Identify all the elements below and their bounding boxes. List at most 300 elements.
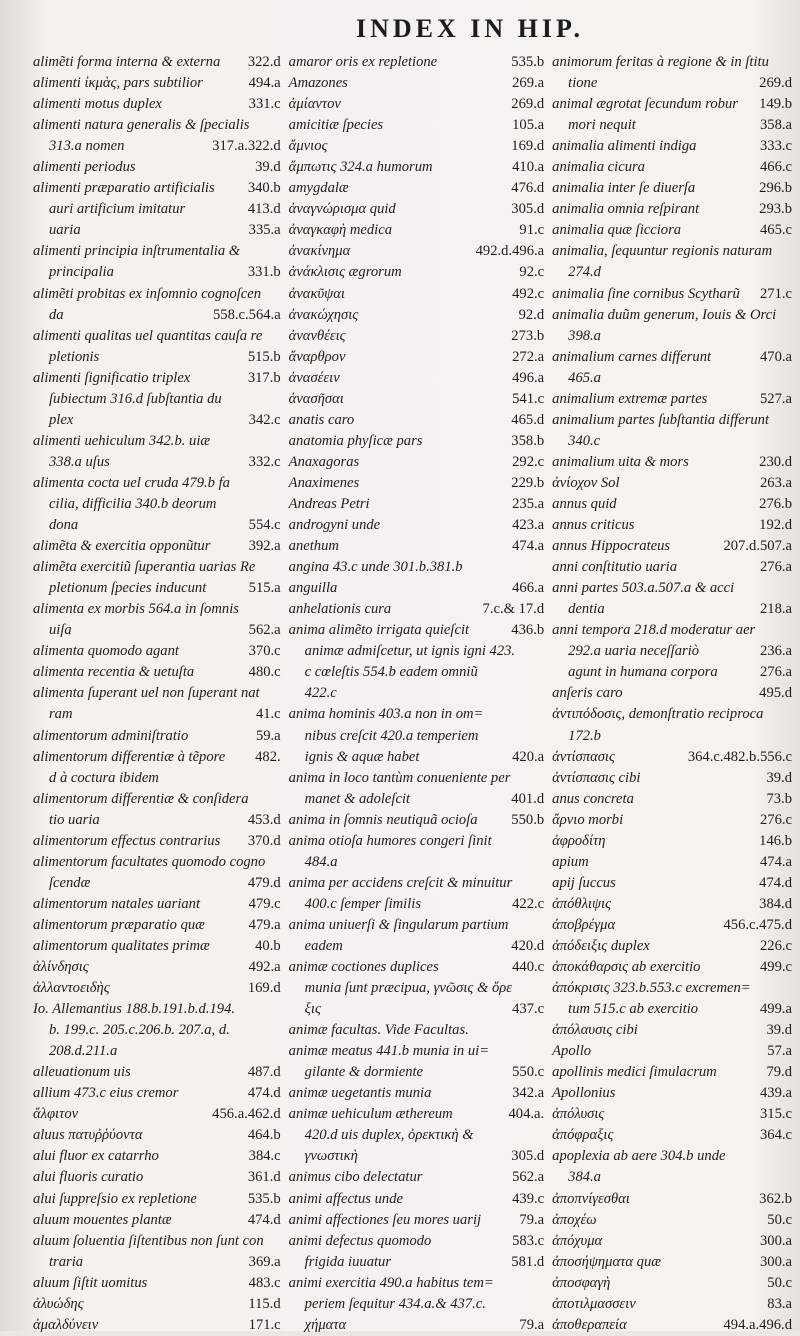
index-entry [33, 789, 281, 810]
index-entry-term: alimentorum qualitates primæ [33, 937, 210, 954]
index-entry [289, 73, 544, 94]
index-entry-term: alimenti ἰκμὰς, pars subtilior [33, 75, 203, 92]
index-entry-page-ref: 562.a [512, 1169, 545, 1186]
index-entry-term: ἄμπωτις 324.a humorum [288, 159, 433, 176]
index-entry-page-ref: 92.c [519, 264, 545, 281]
index-entry-term: traria [49, 1253, 84, 1270]
index-entry-term: anima alimẽto irrigata quieſcit [288, 622, 470, 639]
index-entry [552, 284, 792, 305]
index-entry-page-ref: 317.b [247, 369, 281, 386]
index-entry-term: cilia, difficilia 340.b deorum [49, 495, 217, 512]
index-entry [289, 557, 544, 578]
index-entry-page-ref: 269.d [511, 96, 545, 113]
index-entry-term: 384.a [568, 1169, 601, 1186]
index-entry-term: animalium carnes differunt [552, 348, 712, 365]
index-entry-term: ἀπόλαυσις cibi [552, 1022, 638, 1039]
index-entry-term: uaria [49, 222, 81, 239]
index-entry [289, 368, 544, 389]
index-entry-page-ref: 146.b [759, 832, 792, 849]
index-entry [33, 262, 281, 283]
index-entry-term: ἀποσφαγὴ [552, 1274, 611, 1291]
index-entry-term: anſeris caro [552, 685, 623, 702]
index-entry-page-ref: 465.c [759, 222, 792, 239]
index-entry-page-ref: 269.a [512, 75, 545, 92]
index-entry-page-ref: 392.a [248, 538, 281, 555]
index-entry [552, 199, 792, 220]
index-entry [33, 1294, 281, 1315]
index-entry [552, 410, 792, 431]
index-entry-term: aluus πατυῤῥύοντα [33, 1127, 143, 1144]
index-entry [33, 410, 281, 431]
index-entry-term: alimenta cocta uel cruda 479.b fa [33, 474, 230, 491]
index-entry-page-ref: 583.c [512, 1232, 545, 1249]
index-entry [289, 747, 544, 768]
index-entry-term: animæ uegetantis munia [288, 1085, 432, 1102]
index-entry-term: dona [49, 517, 79, 534]
index-entry-term: alimenti qualitas uel quantitas cauſa re [33, 327, 263, 344]
index-entry [552, 978, 792, 999]
index-entry [289, 1231, 544, 1252]
index-entry-term: Andreas Petri [288, 495, 370, 512]
index-entry [33, 389, 281, 410]
index-entry-page-ref: 342.a [512, 1085, 545, 1102]
index-entry-page-ref: 331.b [247, 264, 281, 281]
index-entry [33, 683, 281, 704]
index-entry [289, 1273, 544, 1294]
index-entry-page-ref: 79.a [519, 1211, 545, 1228]
index-entry [289, 115, 544, 136]
index-entry-page-ref: 305.d [511, 1148, 545, 1165]
index-entry-term: ἀνανθέεις [288, 327, 346, 344]
index-entry [289, 957, 544, 978]
index-entry [552, 1210, 792, 1231]
index-entry-term: ἀφροδίτη [552, 832, 606, 849]
index-entry [289, 662, 544, 683]
index-entry [33, 284, 281, 305]
index-entry-term: 313.a nomen [49, 138, 125, 155]
index-entry [289, 262, 544, 283]
index-entry-term: ξις [304, 1001, 321, 1018]
index-entry-page-ref: 401.d [511, 790, 545, 807]
index-entry [552, 894, 792, 915]
index-entry [552, 726, 792, 747]
index-entry [552, 1294, 792, 1315]
index-entry [289, 431, 544, 452]
index-entry-term: animæ coctiones duplices [288, 959, 439, 976]
index-entry [33, 620, 281, 641]
index-entry-term: alimẽti probitas ex inſomnio cognoſcen [33, 285, 262, 302]
index-entry [552, 747, 792, 768]
index-entry [33, 305, 281, 326]
index-entry [552, 1273, 792, 1294]
index-entry-term: anima per accidens creſcit & minuitur [288, 874, 513, 891]
index-entry-term: alimentorum facultates quomodo cogno [33, 853, 266, 870]
index-entry [552, 620, 792, 641]
index-entry-page-ref: 315.c [759, 1106, 792, 1123]
index-entry-page-ref: 40.b [255, 937, 281, 954]
index-entry [33, 810, 281, 831]
index-entry-term: animalia cicura [552, 159, 645, 176]
index-entry-term: ἀποθεραπεία [552, 1316, 627, 1333]
index-entry-term: amicitiæ ſpecies [288, 117, 384, 134]
index-entry-page-ref: 466.c [759, 159, 792, 176]
index-entry [552, 641, 792, 662]
index-entry-page-ref: 361.d [247, 1169, 281, 1186]
index-entry [33, 726, 281, 747]
index-entry [289, 1041, 544, 1062]
index-entry-term: ἀναγνώρισμα quid [288, 201, 396, 218]
index-entry [552, 683, 792, 704]
index-entry [33, 136, 281, 157]
index-entry [289, 1210, 544, 1231]
index-entry [552, 94, 792, 115]
index-entry-term: pletionum ſpecies inducunt [49, 580, 207, 597]
index-entry [289, 347, 544, 368]
index-entry-term: animalium partes ſubſtantia differunt [552, 411, 770, 428]
index-entry [33, 368, 281, 389]
index-entry [33, 557, 281, 578]
index-entry-page-ref: 483.c [248, 1274, 281, 1291]
index-entry-term: annus criticus [552, 517, 635, 534]
index-entry-term: alimenta ex morbis 564.a in ſomnis [33, 601, 239, 618]
index-entry-page-ref: 105.a [512, 117, 545, 134]
index-entry [33, 1041, 281, 1062]
index-entry-term: 340.c [568, 432, 601, 449]
index-entry-term: munia ſunt præcipua, γνῶσις & ὄρε [304, 980, 512, 997]
index-entry-term: eadem [304, 937, 343, 954]
index-entry [33, 115, 281, 136]
index-entry-page-ref: 420.d [511, 937, 545, 954]
index-entry-page-ref: 480.c [248, 664, 281, 681]
index-entry [552, 768, 792, 789]
index-entry-term: ἄλφιτον [33, 1106, 79, 1123]
index-entry [33, 536, 281, 557]
index-entry-page-ref: 474.d [759, 874, 792, 891]
index-entry [289, 873, 544, 894]
index-entry-term: animæ admiſcetur, ut ignis igni 423. [304, 643, 516, 660]
index-entry [289, 473, 544, 494]
index-entry-page-ref: 273.b [511, 327, 545, 344]
index-entry [289, 831, 544, 852]
index-entry-page-ref: 332.c [248, 453, 281, 470]
index-entry [289, 536, 544, 557]
index-entry [33, 473, 281, 494]
index-column-2 [281, 52, 545, 1333]
index-entry [552, 115, 792, 136]
index-entry-page-ref: 479.d [247, 874, 281, 891]
index-entry [289, 1315, 544, 1336]
index-entry-term: ἀνάκλισις ægrorum [288, 264, 402, 281]
index-entry-term: alui fluoris curatio [33, 1169, 144, 1186]
index-entry [289, 915, 544, 936]
index-entry [552, 789, 792, 810]
index-entry-term: alimentorum præparatio quæ [33, 916, 205, 933]
index-entry-page-ref: 91.c [519, 222, 545, 239]
index-entry [552, 599, 792, 620]
index-entry-page-ref: 73.b [766, 790, 792, 807]
index-entry [552, 1125, 792, 1146]
index-entry-term: animalia duũm generum, Iouis & Orci [552, 306, 777, 323]
index-entry [289, 494, 544, 515]
index-entry [289, 620, 544, 641]
index-entry-term: auri artificium imitatur [49, 201, 186, 218]
index-entry-page-ref: 39.d [766, 769, 792, 786]
index-entry [33, 1315, 281, 1336]
index-entry [552, 578, 792, 599]
index-entry [289, 1252, 544, 1273]
index-entry-term: animalia ſine cornibus Scytharũ [552, 285, 740, 302]
index-entry [552, 704, 792, 725]
index-entry-term: agunt in humana corpora [568, 664, 718, 681]
index-entry-term: animalium uita & mors [552, 453, 689, 470]
index-entry-page-ref: 436.b [511, 622, 545, 639]
index-entry-page-ref: 550.c [512, 1064, 545, 1081]
index-entry [552, 1062, 792, 1083]
index-entry-page-ref: 342.c [248, 411, 281, 428]
index-entry [552, 557, 792, 578]
index-entry-term: anguilla [288, 580, 338, 597]
index-entry-term: ἀμαλδύνειν [33, 1316, 99, 1333]
index-entry-term: ἀλυώδης [33, 1295, 84, 1312]
index-entry-page-ref: 263.a [759, 474, 792, 491]
index-entry [552, 1189, 792, 1210]
index-entry [289, 789, 544, 810]
index-entry [289, 1020, 544, 1041]
index-entry [289, 683, 544, 704]
index-entry-term: γνωστικὴ [304, 1148, 358, 1165]
index-entry [33, 515, 281, 536]
index-entry-page-ref: 218.a [759, 601, 792, 618]
index-entry-page-ref: 300.a [759, 1232, 792, 1249]
index-entry-page-ref: 57.a [767, 1043, 792, 1060]
index-entry-term: ἀντίσπασις cibi [552, 769, 641, 786]
index-entry-term: anhelationis cura [288, 601, 392, 618]
index-entry-term: ἀντίσπασις [552, 748, 615, 765]
index-entry-term: pletionis [49, 348, 100, 365]
index-entry-term: dentia [568, 601, 605, 618]
index-entry-term: ἀναγκαφὴ medica [288, 222, 392, 239]
index-entry [552, 241, 792, 262]
index-entry-page-ref: 420.a [512, 748, 545, 765]
index-entry-term: animalia quæ ſicciora [552, 222, 682, 239]
index-entry [33, 1146, 281, 1167]
index-entry [33, 157, 281, 178]
index-entry-term: alimẽta exercitiũ ſuperantia uarias Re [33, 559, 256, 576]
index-entry [33, 199, 281, 220]
index-entry-term: animi affectus unde [288, 1190, 403, 1207]
index-entry [289, 894, 544, 915]
index-entry-term: mori nequit [568, 117, 636, 134]
index-entry-term: animalia omnia reſpirant [552, 201, 700, 218]
index-entry-term: alimentorum adminiſtratio [33, 727, 189, 744]
index-entry-term: animalium extremæ partes [552, 390, 708, 407]
index-entry-term: annus Hippocrateus [552, 538, 671, 555]
index-entry-page-ref: 358.a [759, 117, 792, 134]
index-entry [552, 305, 792, 326]
index-entry-term: apium [552, 853, 589, 870]
index-entry [552, 368, 792, 389]
index-entry-page-ref: 358.b [511, 432, 545, 449]
index-entry [552, 73, 792, 94]
index-entry [552, 157, 792, 178]
index-entry [33, 1210, 281, 1231]
index-entry-page-ref: 292.c [512, 453, 545, 470]
index-entry [289, 578, 544, 599]
index-entry-page-ref: 364.c [759, 1127, 792, 1144]
index-entry [552, 662, 792, 683]
index-entry-term: animalia, ſequuntur regionis naturam [552, 243, 773, 260]
index-entry-term: nibus creſcit 420.a temperiem [304, 727, 479, 744]
index-entry [33, 1252, 281, 1273]
index-entry [289, 1125, 544, 1146]
index-entry-page-ref: 59.a [255, 727, 281, 744]
index-entry [552, 810, 792, 831]
index-entry-page-ref: 335.a [248, 222, 281, 239]
index-entry-page-ref: 499.c [759, 959, 792, 976]
index-entry [289, 178, 544, 199]
index-entry [289, 999, 544, 1020]
index-entry-term: Amazones [288, 75, 348, 92]
index-entry-page-ref: 440.c [512, 959, 545, 976]
index-entry-term: alleuationum uis [33, 1064, 131, 1081]
index-columns [33, 52, 792, 1333]
index-entry-page-ref: 404.a. [508, 1106, 545, 1123]
index-entry-page-ref: 492.a [248, 959, 281, 976]
index-entry [33, 494, 281, 515]
index-entry-term: anima in loco tantùm conueniente per [288, 769, 511, 786]
index-entry [289, 284, 544, 305]
index-entry-page-ref: 192.d [759, 517, 792, 534]
index-entry [289, 936, 544, 957]
index-entry-term: ἀποχέω [552, 1211, 597, 1228]
index-entry-term: alui ſuppreſsio ex repletione [33, 1190, 197, 1207]
index-entry-term: plex [49, 411, 74, 428]
index-entry-page-ref: 317.a.322.d [212, 138, 281, 155]
index-entry-page-ref: 370.d [247, 832, 281, 849]
index-entry-page-ref: 384.d [759, 895, 792, 912]
index-entry-term: ἀνακώχησις [288, 306, 359, 323]
index-entry-page-ref: 92.d [518, 306, 545, 323]
index-entry [289, 1083, 544, 1104]
index-entry-term: ram [49, 706, 73, 723]
index-entry-page-ref: 515.a [248, 580, 281, 597]
index-entry-page-ref: 494.a [248, 75, 281, 92]
index-entry [552, 347, 792, 368]
index-entry-term: b. 199.c. 205.c.206.b. 207.a, d. [49, 1022, 230, 1039]
index-entry-term: anni conſtitutio uaria [552, 559, 677, 576]
index-entry-term: Apollonius [552, 1085, 616, 1102]
index-entry-term: ἀνακίνημα [288, 243, 351, 260]
index-entry-term: amygdalæ [288, 180, 349, 197]
index-entry [289, 452, 544, 473]
index-entry-page-ref: 364.c.482.b.556.c [687, 748, 792, 765]
index-entry-term: d à coctura ibidem [49, 769, 159, 786]
index-entry-term: alimenti præparatio artificialis [33, 180, 215, 197]
index-entry [552, 220, 792, 241]
index-entry-term: ἀποπνίγεσθαι [552, 1190, 630, 1207]
index-entry-term: ἄναρθρον [288, 348, 346, 365]
index-entry-term: animal ægrotat ſecundum robur [552, 96, 738, 113]
index-entry [289, 389, 544, 410]
index-entry-page-ref: 474.d [247, 1085, 281, 1102]
index-entry-term: alimenti ſignificatio triplex [33, 369, 191, 386]
index-entry-term: Io. Allemantius 188.b.191.b.d.194. [33, 1001, 236, 1018]
index-entry [33, 347, 281, 368]
index-entry-term: tum 515.c ab exercitio [568, 1001, 699, 1018]
index-entry-term: 400.c ſemper ſimilis [304, 895, 422, 912]
index-entry-page-ref: 369.a [248, 1253, 281, 1270]
index-entry [289, 157, 544, 178]
index-entry-term: anima in ſomnis neutiquã ocioſa [288, 811, 478, 828]
index-entry [33, 894, 281, 915]
index-entry-page-ref: 50.c [767, 1211, 792, 1228]
index-entry [33, 1083, 281, 1104]
index-entry [552, 915, 792, 936]
index-entry-page-ref: 554.c [248, 517, 281, 534]
index-entry [552, 1041, 792, 1062]
index-entry-term: Anaximenes [288, 474, 360, 491]
index-entry-term: animalia inter ſe diuerſa [552, 180, 696, 197]
index-entry-page-ref: 439.a [759, 1085, 792, 1102]
index-entry [33, 641, 281, 662]
index-entry [33, 978, 281, 999]
index-entry-term: tione [568, 75, 598, 92]
index-entry-page-ref: 479.a [248, 916, 281, 933]
index-entry-page-ref: 499.a [759, 1001, 792, 1018]
index-entry-term: animi exercitia 490.a habitus tem= [288, 1274, 494, 1291]
index-entry-term: ἀνακῦψαι [288, 285, 345, 302]
index-entry-term: Apollo [552, 1043, 592, 1060]
index-entry-page-ref: 169.d [511, 138, 545, 155]
index-entry-page-ref: 437.c [512, 1001, 545, 1018]
index-entry [33, 241, 281, 262]
index-entry [552, 494, 792, 515]
index-entry [289, 52, 544, 73]
index-entry [289, 1294, 544, 1315]
index-entry-term: ἀπόδειξις duplex [552, 937, 650, 954]
index-entry-term: anethum [288, 538, 339, 555]
index-entry-term: ἀνίοχον Sol [552, 474, 620, 491]
index-entry-term: alimenti principia inſtrumentalia & [33, 243, 241, 260]
index-entry-term: alimenta recentia & uetuſta [33, 664, 195, 681]
index-entry-page-ref: 296.b [759, 180, 792, 197]
index-entry-term: animæ facultas. Vide Facultas. [288, 1022, 469, 1039]
index-entry-term: apollinis medici ſimulacrum [552, 1064, 717, 1081]
index-entry-page-ref: 541.c [512, 390, 545, 407]
index-entry-term: 338.a uſus [49, 453, 110, 470]
index-entry-term: principalia [49, 264, 114, 281]
index-entry-term: anni partes 503.a.507.a & acci [552, 580, 735, 597]
index-entry-page-ref: 581.d [511, 1253, 545, 1270]
index-entry-page-ref: 465.d [511, 411, 545, 428]
index-entry-page-ref: 271.c [759, 285, 792, 302]
index-entry-page-ref: 492.d.496.a [475, 243, 545, 260]
index-entry-term: apoplexia ab aere 304.b unde [552, 1148, 726, 1165]
index-entry-term: alimentorum differentiæ à tẽpore [33, 748, 226, 765]
index-entry-term: ἀλίνδησις [33, 959, 89, 976]
index-entry [289, 94, 544, 115]
index-entry [552, 473, 792, 494]
index-entry-term: alimentorum effectus contrarius [33, 832, 221, 849]
index-entry-page-ref: 464.b [247, 1127, 281, 1144]
index-entry-term: animi defectus quomodo [288, 1232, 432, 1249]
index-entry-term: tio uaria [49, 811, 100, 828]
index-entry-term: ἀνασῆσαι [288, 390, 344, 407]
index-entry [552, 999, 792, 1020]
index-entry-term: 484.a [304, 853, 338, 870]
index-entry-term: anatomia phyſicæ pars [288, 432, 423, 449]
index-entry-term: aluum ſoluentia ſiſtentibus non ſunt con [33, 1232, 264, 1249]
